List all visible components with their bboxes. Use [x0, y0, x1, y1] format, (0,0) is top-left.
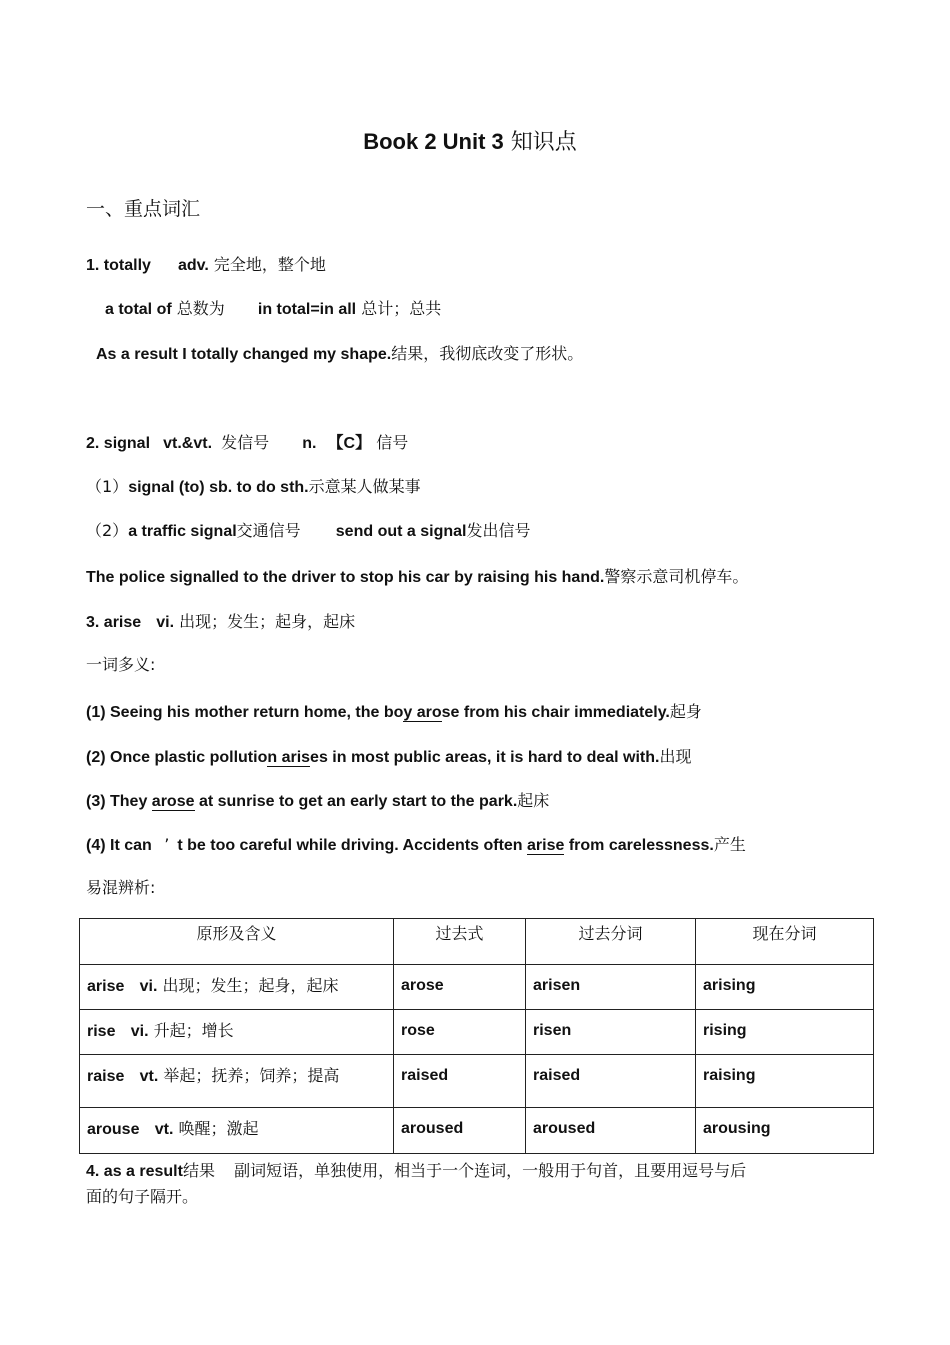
- table-cell: [80, 1055, 394, 1108]
- item4-desc-cont: 面的句子隔开。: [86, 1187, 199, 1206]
- example-en: As a result I totally changed my shape.: [96, 346, 392, 363]
- table-cell: arising: [696, 965, 874, 1010]
- title-en: Book 2 Unit 3: [363, 129, 504, 154]
- verb-forms-table: [79, 918, 874, 1154]
- item2-example: [86, 566, 748, 589]
- table-cell: raising: [696, 1055, 874, 1108]
- meaning: 举起；抚养；饲养；提高: [163, 1066, 340, 1085]
- item1-example: [96, 343, 583, 366]
- item1-phrases: [105, 298, 441, 321]
- text: t be too careful while driving. Accidents often: [177, 837, 528, 854]
- item2-tag: 【C】: [327, 435, 372, 452]
- phrase-en: in total=in all: [257, 301, 357, 318]
- table-cell: rising: [696, 1010, 874, 1055]
- word: arouse: [87, 1121, 140, 1138]
- polysemy-label: 一词多义:: [86, 655, 156, 674]
- table-cell: [80, 1108, 394, 1154]
- table-cell: risen: [526, 1010, 696, 1055]
- item1-pos: adv.: [178, 257, 209, 274]
- sense-cn: 交通信号: [236, 521, 301, 540]
- text: at sunrise to get an early start to the park.: [194, 793, 518, 810]
- table-header: 现在分词: [696, 919, 874, 965]
- item2-pos: n.: [302, 435, 317, 452]
- text: se from his chair immediately.: [441, 704, 670, 721]
- table-row: [80, 1055, 874, 1108]
- meaning: 出现；发生；起身，起床: [162, 976, 339, 995]
- pos: vi.: [130, 1023, 149, 1040]
- item3-heading: [86, 611, 355, 634]
- table-cell: [80, 965, 394, 1010]
- num: （2）: [86, 521, 129, 540]
- underlined: n aris: [267, 749, 311, 766]
- table-row: [80, 965, 874, 1010]
- underlined: arose: [151, 793, 195, 810]
- apostrophe: ’: [164, 835, 170, 854]
- word: raise: [87, 1068, 125, 1085]
- sense-en: send out a signal: [335, 523, 467, 540]
- word: rise: [87, 1023, 116, 1040]
- table-cell: arisen: [526, 965, 696, 1010]
- table-row: [80, 1108, 874, 1154]
- phrase-cn: 总数为: [176, 299, 225, 318]
- phrase-en: a total of: [105, 301, 172, 318]
- meaning: 出现: [659, 747, 692, 766]
- text: (3) They: [86, 793, 152, 810]
- sense-en: signal (to) sb. to do sth.: [128, 479, 309, 496]
- table-cell: raised: [526, 1055, 696, 1108]
- text: (1) Seeing his mother return home, the bo: [86, 704, 404, 721]
- table-header: 原形及含义: [80, 919, 394, 965]
- table-cell: arousing: [696, 1108, 874, 1154]
- title-cn: 知识点: [510, 130, 577, 155]
- item3-cn: 出现；发生；起身，起床: [179, 612, 356, 631]
- example-cn: 警察示意司机停车。: [604, 567, 749, 586]
- item1-cn: 完全地，整个地: [213, 255, 326, 274]
- item4-desc: 副词短语，单独使用，相当于一个连词，一般用于句首，且要用逗号与后: [234, 1161, 747, 1180]
- table-cell: arose: [394, 965, 526, 1010]
- text: (4) It can: [86, 837, 152, 854]
- phrase-cn: 总计；总共: [361, 299, 442, 318]
- polysemy-sentence-4: [86, 834, 746, 857]
- table-cell: raised: [394, 1055, 526, 1108]
- text: es in most public areas, it is hard to deal with.: [310, 749, 660, 766]
- meaning: 起身: [669, 702, 702, 721]
- example-en: The police signalled to the driver to stop his car by raising his hand.: [86, 569, 605, 586]
- item1-heading: [86, 254, 326, 277]
- table-cell: [80, 1010, 394, 1055]
- underlined: arise: [527, 837, 565, 854]
- example-cn: 结果，我彻底改变了形状。: [391, 344, 584, 363]
- item2-sense1: [86, 476, 421, 499]
- item3-pos: vi.: [156, 614, 175, 631]
- item4-word: 4. as a result: [86, 1163, 183, 1180]
- meaning: 唤醒；激起: [178, 1119, 259, 1138]
- meaning: 产生: [713, 835, 746, 854]
- polysemy-sentence-2: [86, 746, 691, 769]
- meaning: 升起；增长: [153, 1021, 234, 1040]
- table-row: [80, 1010, 874, 1055]
- text: (2) Once plastic pollutio: [86, 749, 268, 766]
- item3-word: 3. arise: [86, 614, 142, 631]
- table-cell: aroused: [526, 1108, 696, 1154]
- sense-cn: 发出信号: [466, 521, 531, 540]
- item1-word: 1. totally: [86, 257, 151, 274]
- item2-cn: 信号: [376, 433, 409, 452]
- section-heading: 一、重点词汇: [86, 198, 201, 220]
- item4-heading: [86, 1160, 746, 1183]
- item4-cn: 结果: [182, 1161, 215, 1180]
- table-header: 过去分词: [526, 919, 696, 965]
- text: from carelessness.: [564, 837, 714, 854]
- item2-word: 2. signal: [86, 435, 151, 452]
- polysemy-sentence-1: [86, 701, 702, 724]
- pos: vi.: [139, 978, 158, 995]
- comparison-label: 易混辨析:: [86, 878, 156, 897]
- word: arise: [87, 978, 125, 995]
- table-header-row: [80, 919, 874, 965]
- polysemy-sentence-3: [86, 790, 549, 813]
- pos: vt.: [139, 1068, 159, 1085]
- item2-sense2: [86, 520, 530, 543]
- table-header: 过去式: [394, 919, 526, 965]
- table-cell: rose: [394, 1010, 526, 1055]
- page-title: [0, 131, 940, 154]
- meaning: 起床: [517, 791, 550, 810]
- sense-en: a traffic signal: [128, 523, 237, 540]
- item2-heading: [86, 432, 408, 455]
- table-cell: aroused: [394, 1108, 526, 1154]
- underlined: y aro: [403, 704, 442, 721]
- num: （1）: [86, 477, 129, 496]
- sense-cn: 示意某人做某事: [308, 477, 421, 496]
- item2-pos: vt.&vt.: [163, 435, 213, 452]
- pos: vt.: [154, 1121, 174, 1138]
- item2-cn: 发信号: [221, 433, 270, 452]
